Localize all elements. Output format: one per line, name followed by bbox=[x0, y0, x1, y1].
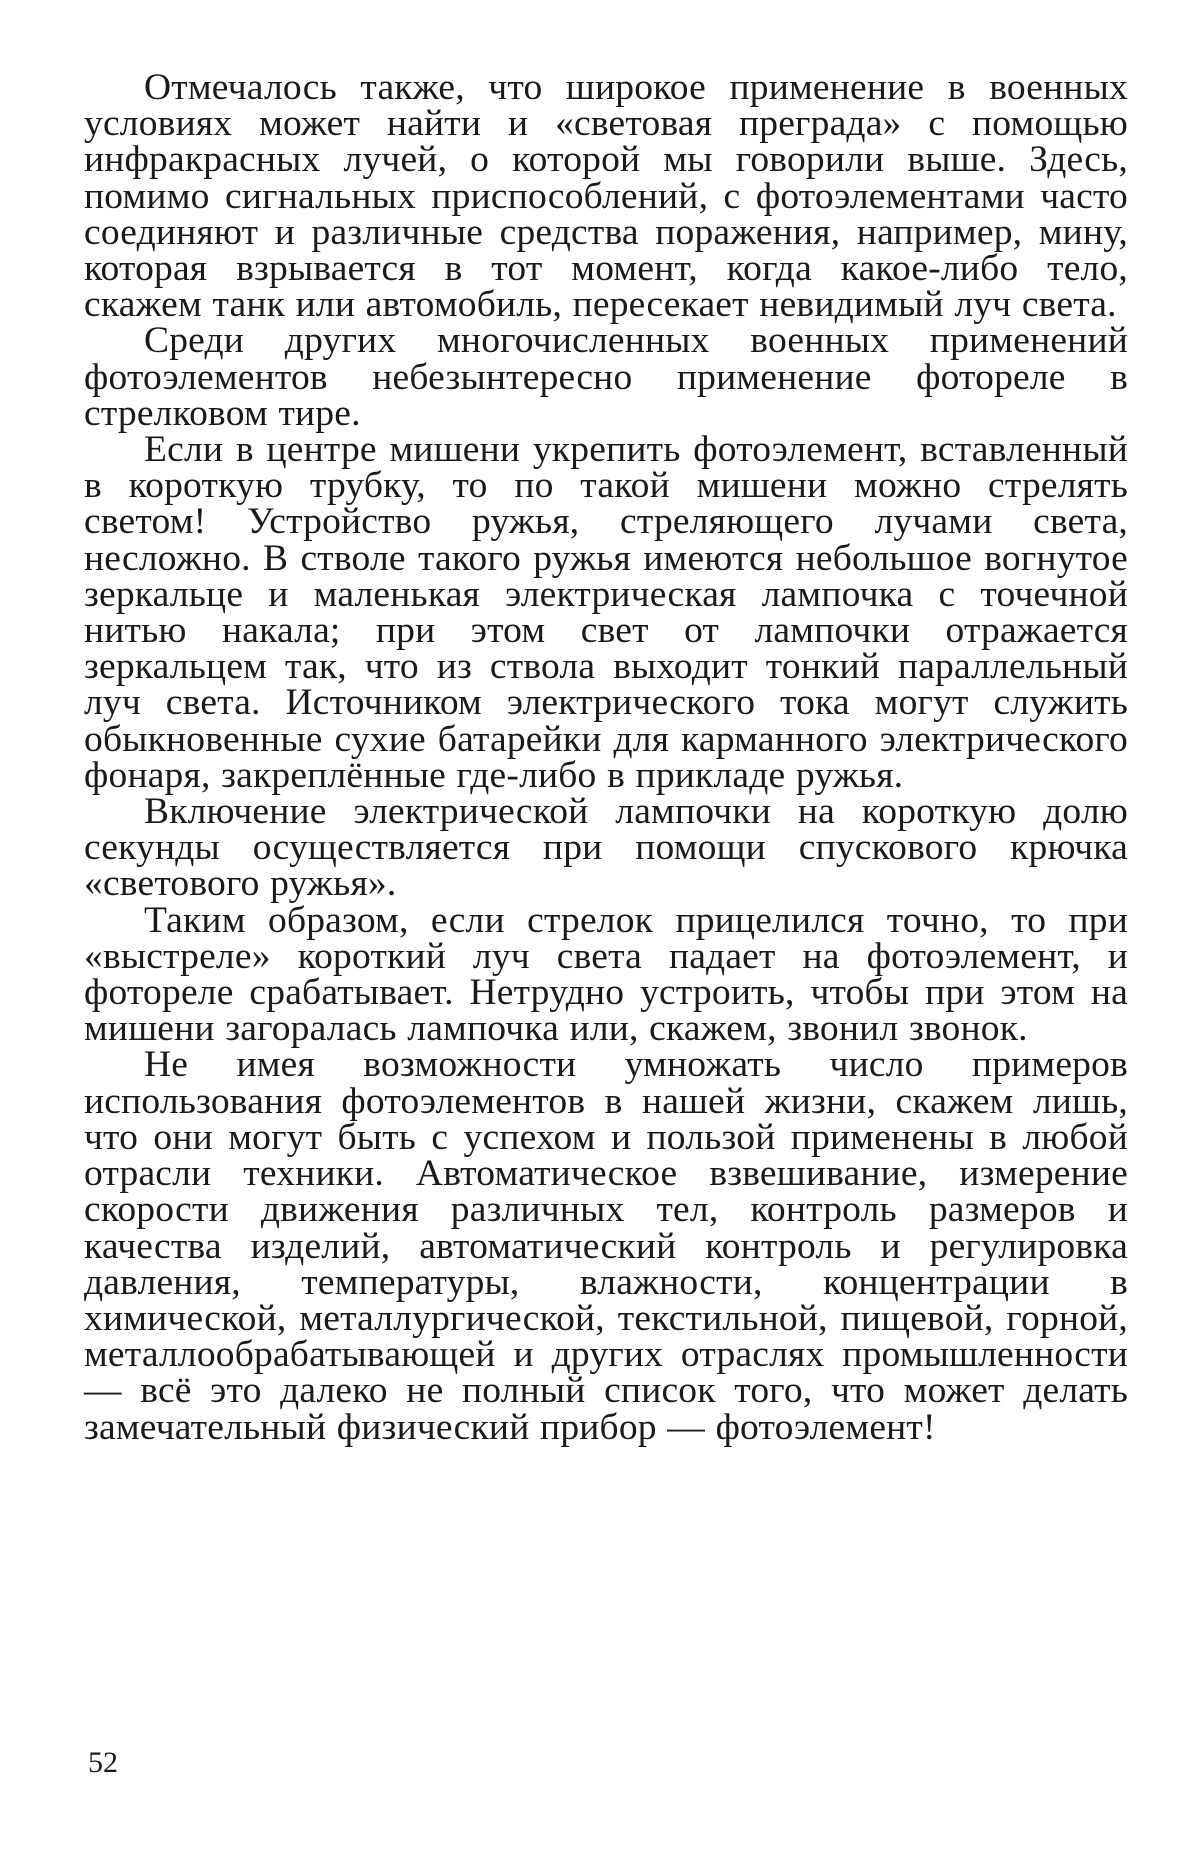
paragraph: Включение электрической лампочки на короткую долю секунды осуществляется при помощи спускового крючка «светового ружья». bbox=[84, 791, 1128, 905]
paragraph: Не имея возможности умножать число примеров использования фотоэлементов в нашей жизни, скажем лишь, что они могут быть с успехом и пользой применены в любой отрасли техники. Автоматическое взвешивание, измерение скорости движения различных тел, контроль размеров и качества изделий, автоматический контроль и регулировка давления, температуры, влажности, концентрации в химической, металлургической, текстильной, пищевой, горной, металлообрабатывающей и других отраслях промышленности — всё это далеко не полный список того, что может делать замечательный физический прибор — фотоэлемент! bbox=[84, 1044, 1128, 1448]
book-page bbox=[84, 67, 1128, 1448]
page-number: 52 bbox=[88, 1746, 118, 1779]
body-text bbox=[84, 67, 1128, 1448]
paragraph: Если в центре мишени укрепить фотоэлемент, вставленный в короткую трубку, то по такой мишени можно стрелять светом! Устройство ружья, стреляющего лучами света, несложно. В стволе такого ружья имеются небольшое вогнутое зеркальце и маленькая электрическая лампочка с точечной нитью накала; при этом свет от лампочки отражается зеркальцем так, что из ствола выходит тонкий параллельный луч света. Источником электрического тока могут служить обыкновенные сухие батарейки для карманного электрического фонаря, закреплённые где-либо в прикладе ружья. bbox=[84, 429, 1128, 796]
paragraph: Отмечалось также, что широкое применение в военных условиях может найти и «световая преграда» с помощью инфракрасных лучей, о которой мы говорили выше. Здесь, помимо сигнальных приспособлений, с фотоэлементами часто соединяют и различные средства поражения, например, мину, которая взрывается в тот момент, когда какое-либо тело, скажем танк или автомобиль, пересекает невидимый луч света. bbox=[84, 67, 1128, 326]
paragraph: Среди других многочисленных военных применений фотоэлементов небезынтересно применение фотореле в стрелковом тире. bbox=[84, 320, 1128, 434]
paragraph: Таким образом, если стрелок прицелился точно, то при «выстреле» короткий луч света падает на фотоэлемент, и фотореле срабатывает. Нетрудно устроить, чтобы при этом на мишени загоралась лампочка или, скажем, звонил звонок. bbox=[84, 899, 1128, 1050]
